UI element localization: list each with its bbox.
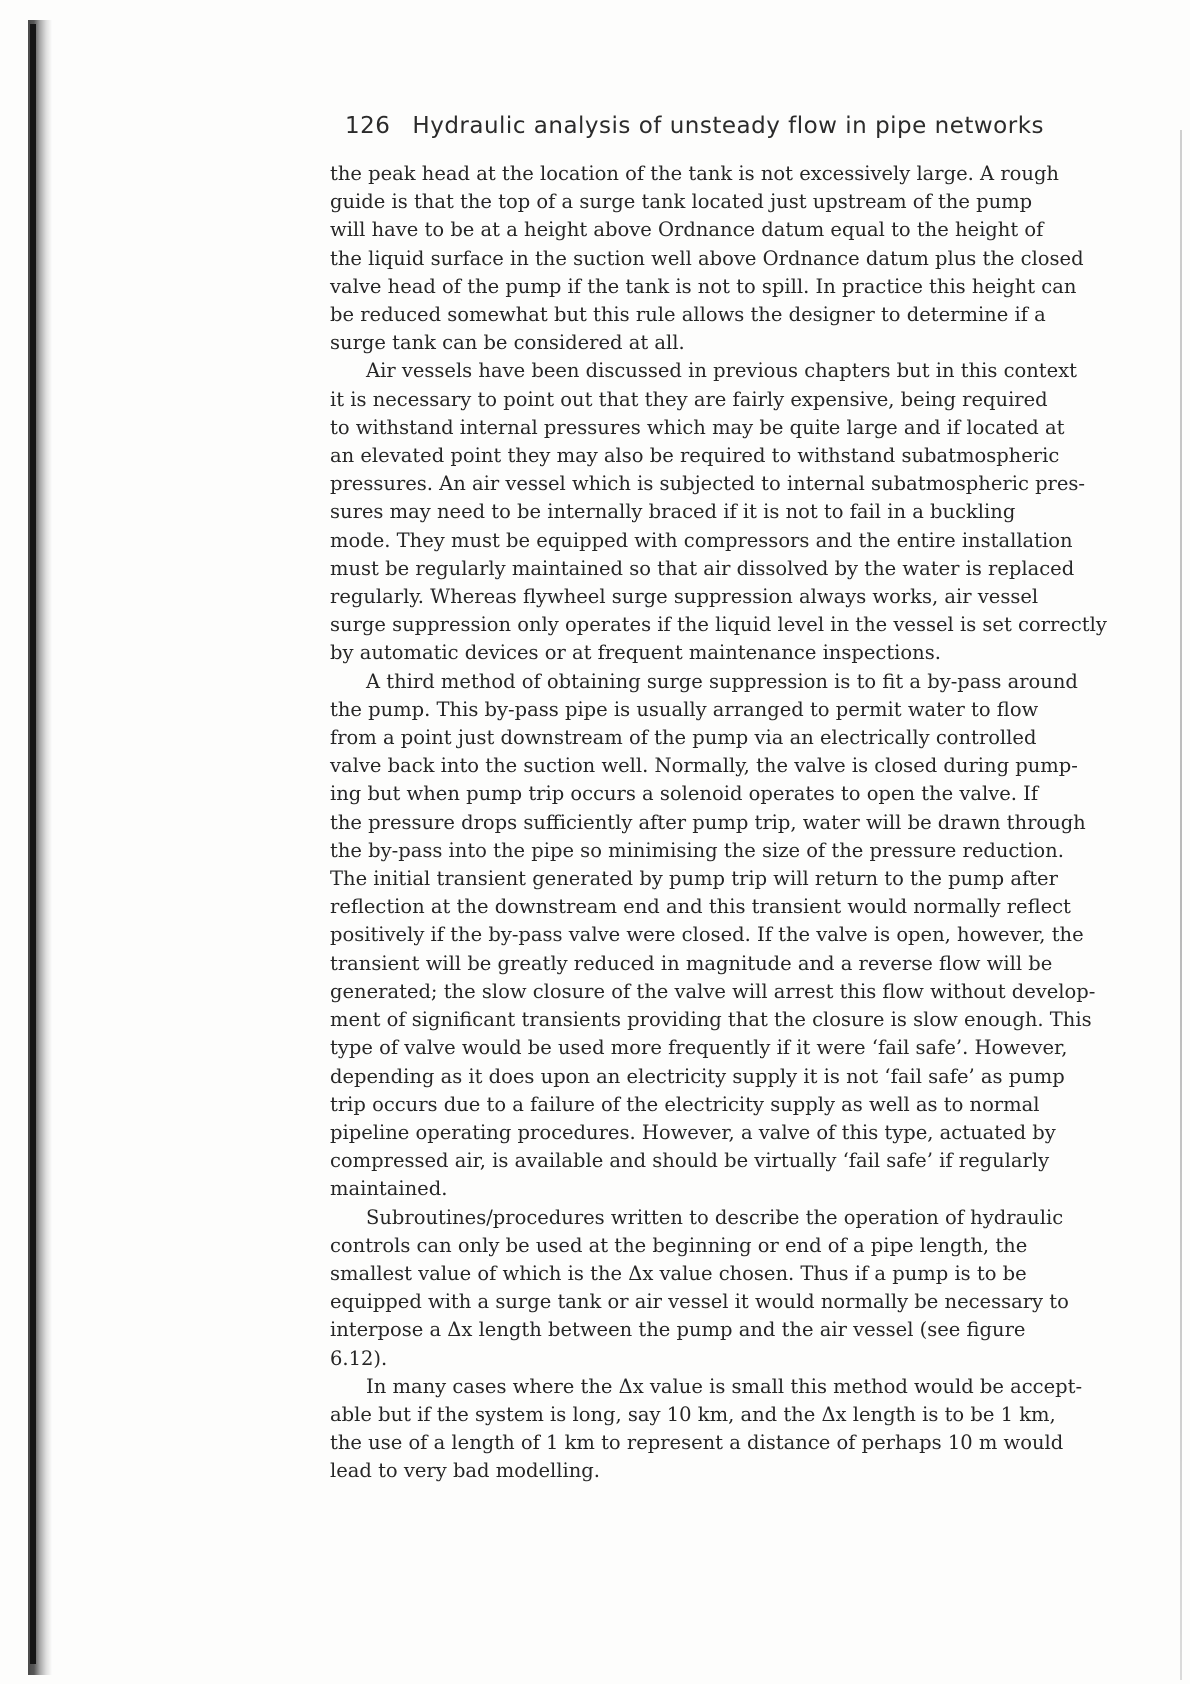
text-line: regularly. Whereas flywheel surge suppression always works, air vessel [330, 585, 1039, 609]
text-line: type of valve would be used more frequently if it were ‘fail safe’. However, [330, 1036, 1068, 1060]
paragraph [330, 1204, 1110, 1373]
binding-edge [30, 24, 36, 1664]
text-line: valve head of the pump if the tank is not to spill. In practice this height can [330, 274, 1077, 298]
text-line: by automatic devices or at frequent maintenance inspections. [330, 641, 941, 665]
text-line: The initial transient generated by pump trip will return to the pump after [330, 867, 1058, 891]
text-line: pipeline operating procedures. However, a valve of this type, actuated by [330, 1120, 1056, 1144]
text-line: must be regularly maintained so that air dissolved by the water is replaced [330, 556, 1075, 580]
paragraph [330, 160, 1110, 357]
text-line: the peak head at the location of the tank is not excessively large. A rough [330, 162, 1059, 185]
text-line: transient will be greatly reduced in magnitude and a reverse flow will be [330, 951, 1053, 975]
page-number: 126 [345, 113, 391, 139]
text-line: valve back into the suction well. Normally, the valve is closed during pump- [330, 754, 1078, 778]
text-line: maintained. [330, 1177, 448, 1201]
body-text [330, 160, 1110, 1486]
text-line: equipped with a surge tank or air vessel it would normally be necessary to [330, 1290, 1069, 1314]
text-line: surge tank can be considered at all. [330, 331, 685, 355]
text-line: Subroutines/procedures written to describe the operation of hydraulic [366, 1205, 1064, 1229]
text-line: sures may need to be internally braced if it is not to fail in a buckling [330, 500, 1016, 524]
text-line: reflection at the downstream end and this transient would normally reflect [330, 895, 1071, 919]
text-line: controls can only be used at the beginning or end of a pipe length, the [330, 1233, 1028, 1257]
text-line: In many cases where the Δx value is small this method would be accept- [366, 1374, 1083, 1398]
paragraph [330, 357, 1110, 667]
text-line: able but if the system is long, say 10 km, and the Δx length is to be 1 km, [330, 1402, 1056, 1426]
running-header [345, 113, 1125, 139]
text-line: trip occurs due to a failure of the electricity supply as well as to normal [330, 1092, 1040, 1116]
text-line: smallest value of which is the Δx value chosen. Thus if a pump is to be [330, 1261, 1027, 1285]
text-line: ment of significant transients providing that the closure is slow enough. This [330, 1008, 1092, 1032]
text-line: positively if the by-pass valve were closed. If the valve is open, however, the [330, 923, 1084, 947]
text-line: an elevated point they may also be required to withstand subatmospheric [330, 444, 1060, 468]
text-line: the liquid surface in the suction well above Ordnance datum plus the closed [330, 246, 1084, 270]
text-line: interpose a Δx length between the pump and the air vessel (see figure [330, 1318, 1026, 1342]
text-line: compressed air, is available and should be virtually ‘fail safe’ if regularly [330, 1149, 1050, 1173]
text-line: lead to very bad modelling. [330, 1459, 600, 1483]
running-title: Hydraulic analysis of unsteady flow in pipe networks [412, 113, 1045, 139]
text-line: from a point just downstream of the pump via an electrically controlled [330, 726, 1037, 750]
paragraph [330, 668, 1110, 1204]
text-line: the by-pass into the pipe so minimising the size of the pressure reduction. [330, 838, 1064, 862]
text-line: mode. They must be equipped with compressors and the entire installation [330, 528, 1073, 552]
text-line: depending as it does upon an electricity supply it is not ‘fail safe’ as pump [330, 1064, 1065, 1088]
text-line: A third method of obtaining surge suppression is to fit a by-pass around [366, 669, 1078, 693]
text-line: the pump. This by-pass pipe is usually arranged to permit water to flow [330, 697, 1039, 721]
paragraph [330, 1373, 1110, 1486]
text-line: will have to be at a height above Ordnance datum equal to the height of [330, 218, 1044, 242]
page-right-edge [1180, 130, 1182, 1680]
text-line: 6.12). [330, 1346, 388, 1370]
text-line: the use of a length of 1 km to represent a distance of perhaps 10 m would [330, 1431, 1064, 1455]
text-line: the pressure drops sufficiently after pump trip, water will be drawn through [330, 810, 1086, 834]
text-line: generated; the slow closure of the valve will arrest this flow without develop- [330, 979, 1096, 1003]
text-line: it is necessary to point out that they are fairly expensive, being required [330, 387, 1048, 411]
text-line: ing but when pump trip occurs a solenoid operates to open the valve. If [330, 782, 1039, 806]
text-line: surge suppression only operates if the liquid level in the vessel is set correctly [330, 613, 1107, 637]
text-line: to withstand internal pressures which may be quite large and if located at [330, 415, 1065, 439]
text-line: guide is that the top of a surge tank located just upstream of the pump [330, 190, 1033, 214]
text-line: pressures. An air vessel which is subjected to internal subatmospheric pres- [330, 472, 1086, 496]
text-line: be reduced somewhat but this rule allows the designer to determine if a [330, 303, 1046, 327]
text-line: Air vessels have been discussed in previous chapters but in this context [366, 359, 1078, 383]
